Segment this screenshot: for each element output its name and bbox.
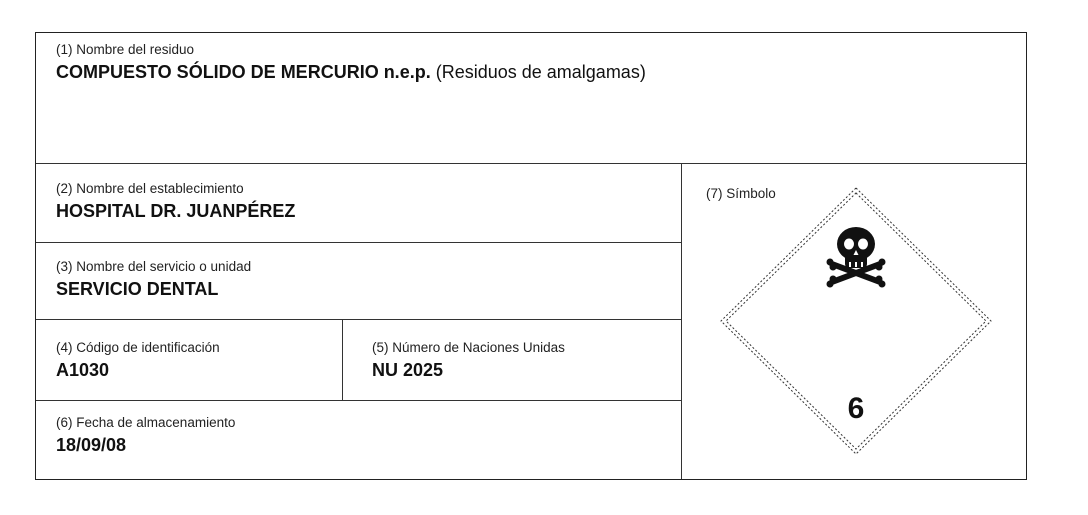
service-value: SERVICIO DENTAL (56, 279, 219, 299)
divider-2 (36, 242, 681, 243)
waste-name-note: (Residuos de amalgamas) (435, 62, 646, 82)
id-code-field (56, 340, 220, 381)
storage-date-label: (6) Fecha de almacenamiento (56, 415, 236, 430)
un-number-value: NU 2025 (372, 360, 444, 380)
divider-1 (36, 163, 1026, 164)
id-code-label: (4) Código de identificación (56, 340, 220, 355)
un-number-label: (5) Número de Naciones Unidas (372, 340, 565, 355)
hazard-class-number: 6 (847, 392, 865, 425)
establishment-value: HOSPITAL DR. JUANPÉREZ (56, 201, 296, 221)
waste-name-field (56, 42, 646, 83)
id-code-value: A1030 (56, 360, 110, 380)
divider-4 (36, 400, 681, 401)
establishment-label: (2) Nombre del establecimiento (56, 181, 244, 196)
un-number-field (372, 340, 565, 381)
service-label: (3) Nombre del servicio o unidad (56, 259, 252, 274)
divider-code-column (342, 319, 343, 400)
establishment-field (56, 181, 295, 222)
waste-name-label: (1) Nombre del residuo (56, 42, 195, 57)
service-field (56, 259, 251, 300)
divider-symbol-column (681, 163, 682, 479)
toxic-hazard-diamond (719, 186, 993, 456)
waste-name-value (56, 61, 646, 83)
storage-date-value: 18/09/08 (56, 435, 127, 455)
divider-3 (36, 319, 681, 320)
symbol-label: (7) Símbolo (706, 186, 776, 201)
skull-crossbones-icon (827, 227, 886, 288)
waste-name-bold: COMPUESTO SÓLIDO DE MERCURIO n.e.p. (56, 62, 431, 82)
storage-date-field (56, 415, 235, 456)
